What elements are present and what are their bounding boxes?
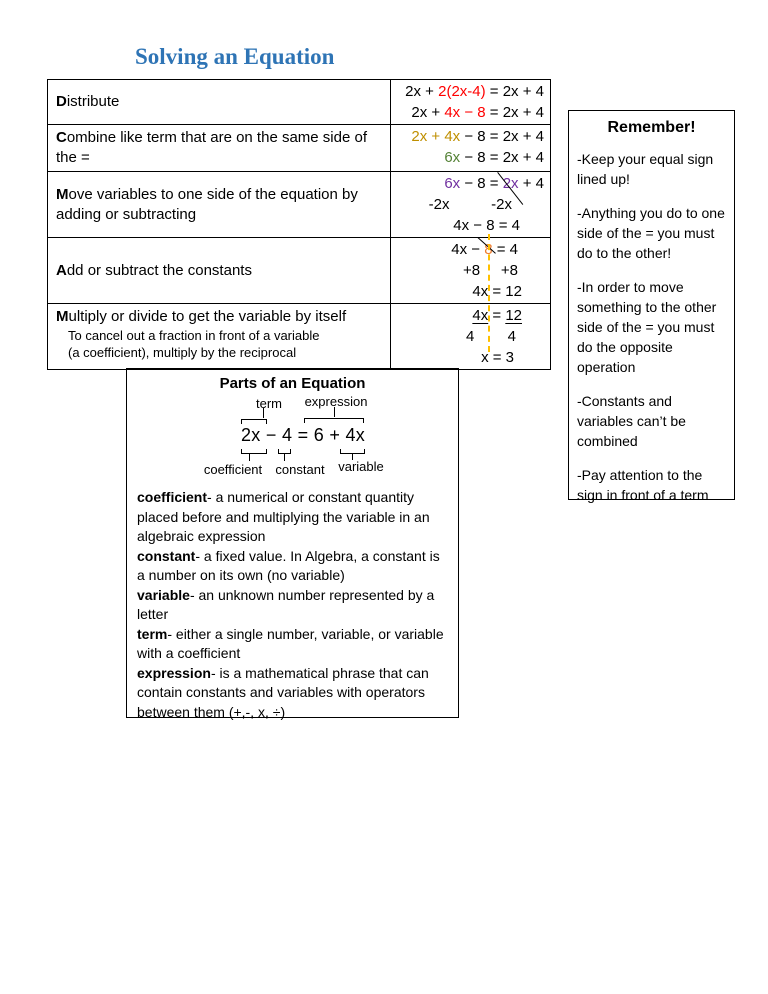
equation-segment: 2x + 4x: [411, 128, 461, 145]
equation-line: [391, 305, 550, 326]
definition-word: term: [137, 625, 168, 642]
step-work: [391, 172, 551, 238]
parts-title: Parts of an Equation: [219, 375, 366, 392]
equation-line: [391, 194, 550, 215]
remember-item: -Keep your equal sign lined up!: [577, 151, 714, 187]
steps-table-wrap: [47, 79, 550, 370]
step-main-line: [56, 307, 382, 327]
equation-diagram: [137, 394, 448, 482]
equation-segment: − 8 = 2x + 4: [460, 149, 544, 166]
sample-equation: 2x − 4 = 6 + 4x: [241, 425, 366, 445]
table-row-multiply: [48, 304, 551, 370]
equation-segment: 6x: [444, 149, 461, 166]
term-connector: [263, 408, 264, 418]
equation-line: [391, 326, 550, 347]
equation-segment: − 8 =: [460, 175, 503, 192]
definition-text: - either a single number, variable, or variable with a coefficient: [137, 625, 444, 661]
step-initial: M: [56, 308, 69, 325]
equation-segment: 2(2x-4): [438, 83, 486, 100]
step-text: ultiply or divide to get the variable by itself: [68, 308, 347, 325]
equation-segment: 4x − 8 = 4: [453, 217, 520, 234]
equation-line: [391, 281, 550, 302]
equation-line: [391, 81, 550, 102]
variable-label: variable: [338, 459, 384, 474]
step-work: [391, 125, 551, 172]
table-row-combine: [48, 125, 551, 172]
equation-segment: 4x = 12: [472, 283, 522, 300]
equation-segment: 4x − 8: [444, 104, 486, 121]
constant-label: constant: [275, 462, 325, 477]
parts-of-equation-box: [126, 368, 459, 718]
coefficient-label: coefficient: [203, 462, 263, 477]
equation-segment: = 4: [492, 241, 518, 258]
definition-word: variable: [137, 586, 190, 603]
step-description: [48, 172, 391, 238]
step-work: [391, 238, 551, 304]
expression-label: expression: [304, 394, 368, 409]
equation-line: [391, 126, 550, 147]
definition: [137, 547, 448, 586]
equation-segment: 12: [505, 307, 522, 324]
definition-text: - is a mathematical phrase that can contain constants and variables with operators between them (+,-, x, ÷): [137, 664, 429, 720]
definition-text: - an unknown number represented by a letter: [137, 586, 435, 622]
step-initial: C: [56, 129, 67, 146]
table-row-move: [48, 172, 551, 238]
definition-text: - a numerical or constant quantity placed before and multiplying the variable in an algebraic expression: [137, 489, 430, 544]
equation-segment: 4x −: [451, 241, 485, 258]
definition-text: - a fixed value. In Algebra, a constant is a number on its own (no variable): [137, 547, 440, 583]
coefficient-connector: [249, 454, 250, 461]
equation-line: [391, 347, 550, 368]
remember-title: Remember!: [607, 119, 696, 136]
remember-item: -Anything you do to one side of the = you must do to the other!: [577, 205, 725, 261]
step-initial: M: [56, 185, 69, 203]
step-work: [391, 304, 551, 370]
definition-word: constant: [137, 547, 196, 564]
remember-item: -Pay attention to the sign in front of a term: [577, 467, 709, 503]
definition-word: coefficient: [137, 489, 208, 505]
table-row-distribute: [48, 80, 551, 125]
constant-connector: [284, 454, 285, 461]
step-description: [48, 238, 391, 304]
equal-sign-guide-line: [488, 234, 490, 352]
step-text: istribute: [66, 93, 120, 110]
equation-line: [391, 215, 550, 236]
equation-segment: +8 +8: [462, 262, 518, 279]
equation-segment: + 4: [518, 175, 544, 192]
step-initial: D: [56, 93, 67, 110]
definitions: [137, 488, 448, 722]
step-description: [48, 304, 391, 370]
equation-segment: 2x +: [405, 83, 439, 100]
definition-word: expression: [137, 664, 211, 681]
remember-item: -Constants and variables can’t be combined: [577, 393, 686, 449]
equation-segment: − 8 = 2x + 4: [460, 128, 544, 145]
equation-line: [391, 239, 550, 260]
equation-segment: x = 3: [481, 349, 514, 366]
term-label: term: [256, 396, 282, 411]
equation-segment: -2x -2x: [428, 196, 512, 213]
step-description: [48, 80, 391, 125]
definition: [137, 586, 448, 625]
step-work: [391, 80, 551, 125]
step-subnote: To cancel out a fraction in front of a variable: [68, 328, 320, 343]
equation-segment: 2x +: [411, 104, 445, 121]
step-subnote: (a coefficient), multiply by the reciprocal: [68, 345, 297, 360]
steps-table: [47, 79, 551, 370]
equation-segment: 8: [484, 241, 493, 258]
equation-segment: 2x: [502, 175, 519, 192]
remember-item: -In order to move something to the other side of the = you must do the opposite operation: [577, 279, 717, 375]
remember-box: [568, 110, 735, 503]
table-row-add: [48, 238, 551, 304]
expression-bracket: [304, 418, 364, 423]
page-title: Solving an Equation: [135, 44, 335, 69]
step-initial: A: [56, 261, 67, 279]
step-description: [48, 125, 391, 172]
definition: [137, 664, 448, 723]
expression-connector: [334, 407, 335, 417]
equation-segment: =: [488, 307, 506, 324]
definition: [137, 488, 448, 547]
step-text: ombine like term that are on the same side of the =: [56, 129, 367, 166]
equation-line: [391, 102, 550, 123]
equation-segment: = 2x + 4: [485, 104, 544, 121]
equation-segment: 4 4: [465, 328, 516, 345]
equation-line: [391, 260, 550, 281]
equation-segment: 4x: [472, 307, 489, 324]
equation-segment: = 2x + 4: [485, 83, 544, 100]
definition: [137, 625, 448, 664]
equation-line: [391, 147, 550, 168]
coefficient-bracket: [241, 449, 267, 454]
step-text: dd or subtract the constants: [66, 261, 252, 279]
equation-line: [391, 173, 550, 194]
equation-segment: 6x: [444, 175, 461, 192]
term-bracket: [241, 419, 267, 424]
step-text: ove variables to one side of the equation by adding or subtracting: [56, 185, 358, 223]
